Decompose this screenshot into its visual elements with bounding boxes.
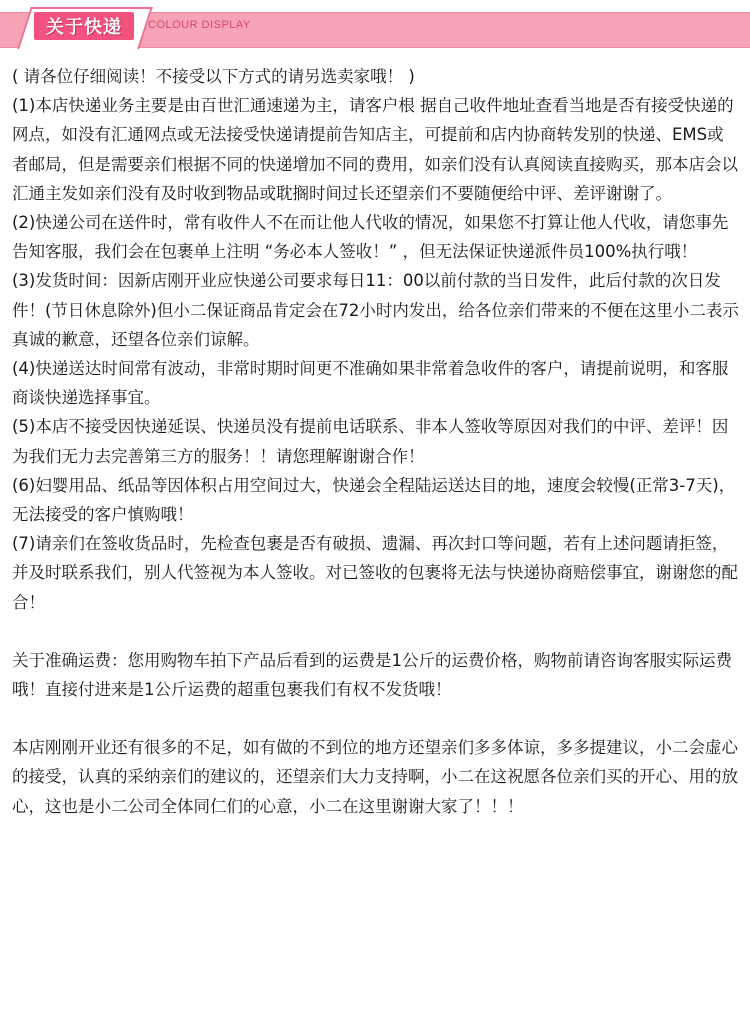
notice-item-4: (4)快递送达时间常有波动，非常时期时间更不准确如果非常着急收件的客户，请提前说明，和客服商谈快递选择事宜。 xyxy=(12,359,729,408)
notice-item-5: (5)本店不接受因快递延误、快递员没有提前电话联系、非本人签收等原因对我们的中评、差评！因为我们无力去完善第三方的服务！！请您理解谢谢合作！ xyxy=(12,417,729,466)
notice-item-3: (3)发货时间：因新店刚开业应快递公司要求每日11：00以前付款的当日发件，此后付款的次日发件！(节日休息除外)但小二保证商品肯定会在72小时内发出，给各位亲们带来的不便在这里小二表示真诚的歉意，还望各位亲们谅解。 xyxy=(12,271,739,349)
paragraph-gap xyxy=(12,704,740,733)
notice-intro: ( 请各位仔细阅读！不接受以下方式的请另选卖家哦！ ) xyxy=(12,67,415,86)
notice-content xyxy=(12,62,740,821)
page-subtitle: COLOUR DISPLAY xyxy=(148,19,251,31)
notice-item-7: (7)请亲们在签收货品时，先检查包裹是否有破损、遗漏、再次封口等问题，若有上述问题请拒签，并及时联系我们，别人代签视为本人签收。对已签收的包裹将无法与快递协商赔偿事宜，谢谢您的配合！ xyxy=(12,534,738,612)
shipping-fee-note: 关于准确运费：您用购物车拍下产品后看到的运费是1公斤的运费价格，购物前请咨询客服实际运费哦！直接付进来是1公斤运费的超重包裹我们有权不发货哦！ xyxy=(12,650,732,700)
notice-item-6: (6)妇婴用品、纸品等因体积占用空间过大，快递会全程陆运送达目的地，速度会较慢(正常3-7天)，无法接受的客户慎购哦！ xyxy=(12,475,736,525)
closing-note: 本店刚刚开业还有很多的不足，如有做的不到位的地方还望亲们多多体谅，多多提建议，小二会虚心的接受，认真的采纳亲们的建议的，还望亲们大力支持啊，小二在这祝愿各位亲们买的开心、用的放心，这也是小二公司全体同仁们的心意，小二在这里谢谢大家了！！！ xyxy=(12,738,738,816)
page-title: 关于快递 xyxy=(34,12,134,40)
notice-item-2: (2)快递公司在送件时，常有收件人不在而让他人代收的情况，如果您不打算让他人代收，请您事先告知客服，我们会在包裹单上注明 “务必本人签收！” ，但无法保证快递派件员100%执行哦！ xyxy=(12,213,729,262)
notice-item-1: (1)本店快递业务主要是由百世汇通速递为主，请客户根 据自己收件地址查看当地是否有接受快递的网点，如没有汇通网点或无法接受快递请提前告知店主，可提前和店内协商转发别的快递、EMS或者邮局，但是需要亲们根据不同的快递增加不同的费用，如亲们没有认真阅读直接购买，那本店会以汇通主发如亲们没有及时收到物品或耽搁时间过长还望亲们不要随便给中评、差评谢谢了。 xyxy=(12,96,738,203)
paragraph-gap xyxy=(12,617,740,646)
